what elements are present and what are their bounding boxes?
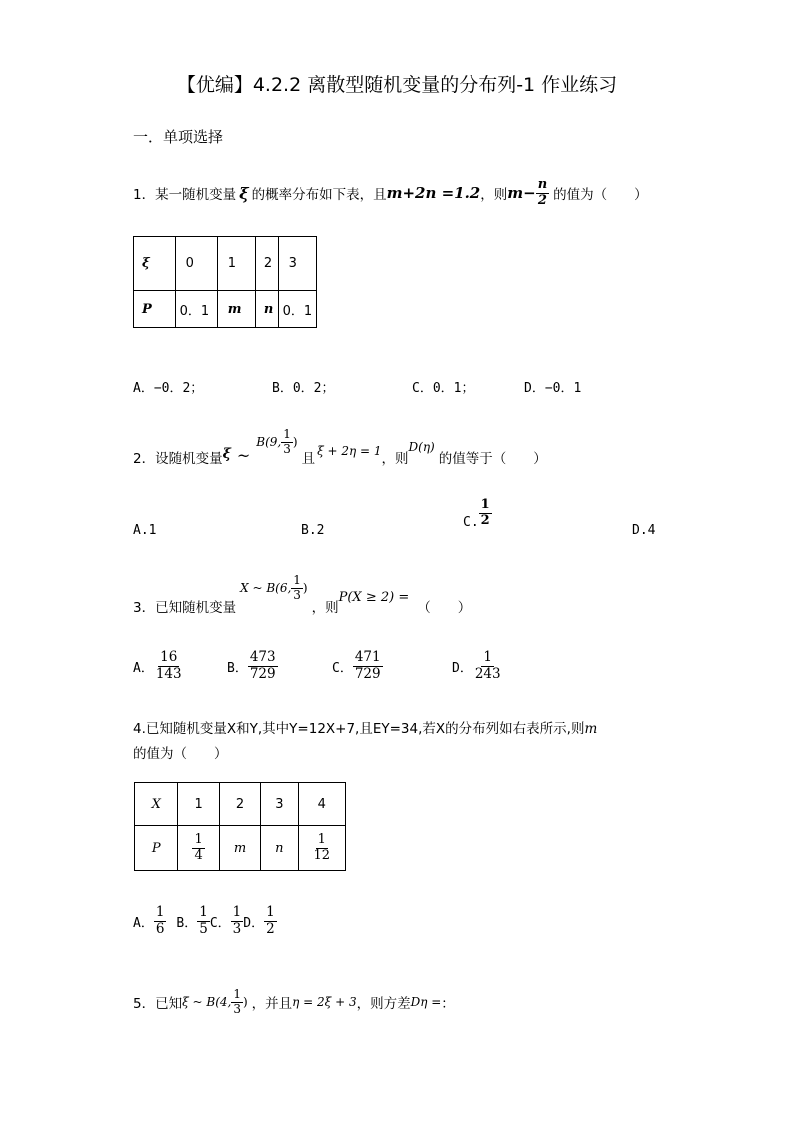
q4-option-den: 2 xyxy=(266,920,275,937)
q1-option-b: B．0．2； xyxy=(272,381,335,396)
q3-option-num: 473 xyxy=(249,649,276,665)
q5-expr: Dη = xyxy=(410,995,442,1009)
q1-option-d: D．−0．1 xyxy=(524,381,582,396)
q2-mid2: ，则 xyxy=(381,451,409,467)
q3-option-label: D． xyxy=(452,660,473,676)
q2-dist-pre: B(9, xyxy=(256,435,282,449)
q4-option-den: 6 xyxy=(155,920,165,937)
q2-prefix: 2．设随机变量 xyxy=(133,451,223,467)
q2-dist-post: ) xyxy=(292,435,298,449)
q1-mid2: ，则 xyxy=(480,187,508,203)
q1-frac-num: n xyxy=(537,176,548,192)
q4-table-cell: m xyxy=(219,826,260,871)
q2-option-c-den: 2 xyxy=(480,512,490,528)
q1-table xyxy=(133,236,317,328)
q2-option-c xyxy=(463,498,492,529)
q2-dist-num: 1 xyxy=(283,426,291,441)
q2-option-b: B.2 xyxy=(301,523,325,538)
q5-dist-num: 1 xyxy=(233,986,241,1001)
q3-option-den: 243 xyxy=(474,665,501,682)
q3-prefix: 3．已知随机变量 xyxy=(133,600,237,616)
q3-option-b xyxy=(227,650,278,682)
q4-cell-den: 4 xyxy=(194,847,203,863)
q1-suffix: 的值为（ ） xyxy=(553,187,648,203)
q5-dist-frac xyxy=(231,988,243,1017)
q3-option-a xyxy=(133,650,184,682)
q4-option-label: B． xyxy=(176,915,198,931)
q1-table-cell: 2 xyxy=(255,237,278,291)
q4-options xyxy=(133,905,277,937)
q3-option-den: 729 xyxy=(249,665,276,682)
q3-option-frac xyxy=(154,650,184,682)
q3-distribution xyxy=(240,574,308,603)
q3-dist-post: ) xyxy=(302,581,308,595)
q1-option-c: C．0．1； xyxy=(412,381,475,396)
q1-var: ξ xyxy=(239,183,249,203)
q2-var: ξ xyxy=(222,446,231,462)
q2-mid: 且 xyxy=(301,451,316,467)
q4-var-m: m xyxy=(584,721,598,737)
q2-sim: ~ xyxy=(236,445,251,465)
q4-cell-frac xyxy=(311,833,332,864)
q4-table-cell: 2 xyxy=(219,783,260,826)
q5-suffix: ： xyxy=(441,996,455,1012)
q3-option-c xyxy=(332,650,383,682)
q5-cond: η = 2ξ + 3 xyxy=(292,995,357,1009)
q1-table-cell: n xyxy=(255,291,278,328)
q1-cond: m+2n =1.2 xyxy=(386,184,481,202)
q1-frac-den: 2 xyxy=(537,192,547,208)
q2-suffix: 的值等于（ ） xyxy=(438,451,547,467)
q3-mid: ，则 xyxy=(311,600,339,616)
page-title: 【优编】4.2.2 离散型随机变量的分布列-1 作业练习 xyxy=(176,74,618,96)
q4-option-num: 1 xyxy=(199,904,208,920)
q4-cell-num: 1 xyxy=(317,831,326,847)
q4-option-num: 1 xyxy=(232,904,242,920)
q4-table-cell: 3 xyxy=(261,783,298,826)
q4-table-cell: P xyxy=(135,826,178,871)
q4-text: 4.已知随机变量X和Y,其中Y=12X+7,且EY=34,若X的分布列如右表所示,则 xyxy=(133,721,585,737)
question-3 xyxy=(133,570,471,618)
q1-fraction xyxy=(536,178,549,209)
q2-option-c-frac xyxy=(479,498,492,529)
q1-table-cell: ξ xyxy=(134,237,176,291)
q3-option-num: 16 xyxy=(160,649,178,665)
q4-option-frac xyxy=(154,905,167,937)
q3-option-d xyxy=(452,650,503,682)
q5-dist-pre: ξ ~ B(4, xyxy=(182,995,232,1009)
q4-option-den: 3 xyxy=(232,920,242,937)
q3-option-label: A． xyxy=(133,660,154,676)
q4-table xyxy=(134,782,346,871)
q2-dist-frac xyxy=(281,428,293,457)
q3-dist-frac xyxy=(291,574,303,603)
q5-dist-post: ) xyxy=(242,995,248,1009)
q5-mid2: ，则方差 xyxy=(356,996,411,1012)
q1-table-cell: 1 xyxy=(217,237,255,291)
section-heading: 一．单项选择 xyxy=(133,128,224,146)
q3-option-den: 143 xyxy=(155,665,182,682)
q1-table-cell: 0．1 xyxy=(278,291,316,328)
q3-suffix: （ ） xyxy=(417,600,472,616)
q4-option-frac xyxy=(264,905,277,937)
q4-option-label: A． xyxy=(133,915,154,931)
q2-dist-den: 3 xyxy=(283,441,291,456)
q2-expr: D(η) xyxy=(408,440,435,454)
q5-prefix: 5．已知 xyxy=(133,996,183,1012)
q4-cell-frac xyxy=(192,833,204,864)
q4-option-den: 5 xyxy=(199,920,208,937)
q2-option-a: A.1 xyxy=(133,523,157,538)
q4-table-cell: n xyxy=(261,826,298,871)
question-4-line1 xyxy=(133,717,597,737)
q3-option-den: 729 xyxy=(354,665,381,682)
question-1 xyxy=(133,178,648,208)
question-5 xyxy=(133,982,455,1022)
q4-option-label: C． xyxy=(209,915,231,931)
q1-table-cell: 0 xyxy=(175,237,217,291)
q2-distribution xyxy=(256,428,297,457)
q1-table-cell: 3 xyxy=(278,237,316,291)
q2-option-c-num: 1 xyxy=(480,497,490,512)
q2-option-c-label: C. xyxy=(463,514,479,530)
q5-distribution xyxy=(182,988,248,1017)
q2-option-d: D.4 xyxy=(632,523,656,538)
question-4-line2: 的值为（ ） xyxy=(133,746,228,762)
q3-option-frac xyxy=(353,650,383,682)
q4-table-cell: 4 xyxy=(298,783,345,826)
q3-option-num: 1 xyxy=(483,649,493,665)
q4-cell-den: 12 xyxy=(313,847,331,863)
q4-option-label: D． xyxy=(243,915,265,931)
q4-option-frac xyxy=(197,905,210,937)
q4-option-num: 1 xyxy=(155,904,165,920)
q4-option-frac xyxy=(231,905,244,937)
q1-prefix: 1．某一随机变量 xyxy=(133,187,237,203)
q3-dist-num: 1 xyxy=(293,572,301,587)
q3-option-frac xyxy=(473,650,503,682)
q4-table-cell: 1 xyxy=(178,783,219,826)
q4-cell-num: 1 xyxy=(194,831,203,847)
q4-table-cell xyxy=(178,826,219,871)
q3-dist-pre: X ~ B(6, xyxy=(240,581,292,595)
q4-table-cell xyxy=(298,826,345,871)
question-2 xyxy=(133,424,547,476)
q3-option-num: 471 xyxy=(354,649,381,665)
q1-option-a: A．−0．2； xyxy=(133,381,204,396)
q3-option-frac xyxy=(248,650,278,682)
q1-table-cell: P xyxy=(134,291,176,328)
q2-cond: ξ + 2η = 1 xyxy=(317,444,382,458)
q4-table-cell: X xyxy=(135,783,178,826)
q1-table-cell: 0．1 xyxy=(175,291,217,328)
q3-option-label: C． xyxy=(332,660,353,676)
q3-expr: P(X ≥ 2) = xyxy=(338,589,410,605)
q1-mid: 的概率分布如下表，且 xyxy=(251,187,387,203)
q4-option-num: 1 xyxy=(266,904,275,920)
q3-option-label: B． xyxy=(227,660,248,676)
q3-dist-den: 3 xyxy=(293,587,301,602)
q5-dist-den: 3 xyxy=(233,1001,241,1016)
q1-expr: m− xyxy=(507,184,536,202)
q1-table-cell: m xyxy=(217,291,255,328)
q5-mid: ，并且 xyxy=(251,996,293,1012)
